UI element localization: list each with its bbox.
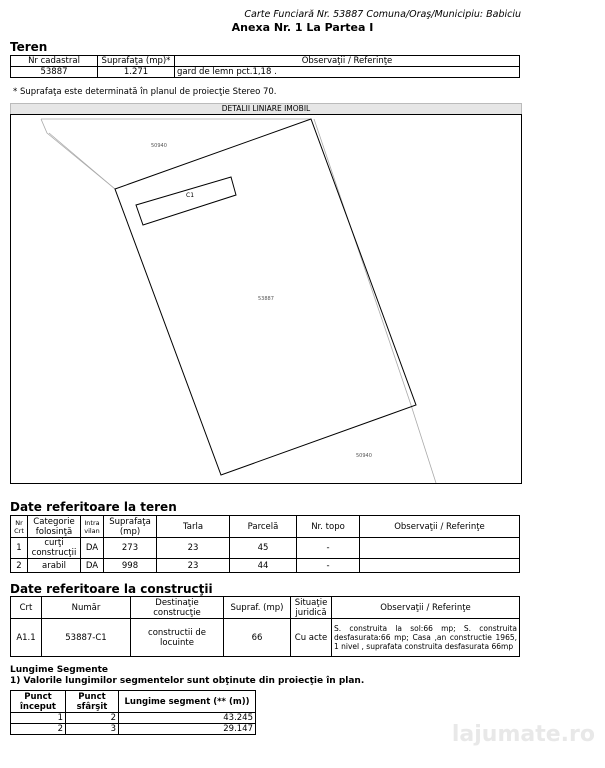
cell: 2 xyxy=(66,713,119,724)
col-observatii: Observaţii / Referinţe xyxy=(360,516,520,538)
plan-drawing xyxy=(10,114,522,484)
col-observatii: Observaţii / Referinţe xyxy=(332,597,520,619)
teren-table xyxy=(10,55,520,78)
anexa-title: Anexa Nr. 1 La Partea I xyxy=(231,21,374,34)
cell: 66 xyxy=(224,619,291,657)
cell: - xyxy=(297,538,360,559)
cell: curţi construcţii xyxy=(28,538,81,559)
table-row xyxy=(11,619,520,657)
cell: 29.147 xyxy=(119,724,256,735)
col-nr-crt: Nr Crt xyxy=(11,516,28,538)
table-row xyxy=(11,713,256,724)
carte-funciara-header: Carte Funciară Nr. 53887 Comuna/Oraş/Municipiu: Babiciu xyxy=(244,9,521,20)
parcel-label: 53887 xyxy=(258,296,274,302)
teren-heading: Teren xyxy=(10,40,48,54)
cell: 3 xyxy=(66,724,119,735)
cell: 53887-C1 xyxy=(42,619,131,657)
watermark: lajumate.ro xyxy=(451,722,595,747)
cell: DA xyxy=(81,559,104,573)
ref-teren-heading: Date referitoare la teren xyxy=(10,500,177,514)
ref-constr-table xyxy=(10,596,520,657)
col-punct-inceput: Punct început xyxy=(11,691,66,713)
col-observatii: Observaţii / Referinţe xyxy=(175,56,520,67)
col-suprafata: Suprafaţa (mp)* xyxy=(98,56,175,67)
cell: 23 xyxy=(157,559,230,573)
col-supraf: Supraf. (mp) xyxy=(224,597,291,619)
suprafata-note: * Suprafaţa este determinată în planul de proiecţie Stereo 70. xyxy=(13,87,277,97)
col-parcela: Parcelă xyxy=(230,516,297,538)
col-tarla: Tarla xyxy=(157,516,230,538)
col-nr-cadastral: Nr cadastral xyxy=(11,56,98,67)
neighbor-right-label: 50940 xyxy=(356,453,372,459)
col-nr-topo: Nr. topo xyxy=(297,516,360,538)
cell-suprafata: 1.271 xyxy=(98,67,175,78)
cell: DA xyxy=(81,538,104,559)
plan-svg xyxy=(11,115,521,483)
table-row xyxy=(11,538,520,559)
cell: S. construita la sol:66 mp; S. construita desfasurata:66 mp; Casa ,an constructie 1965, 1 nivel , suprafata construita desfasurata 66mp xyxy=(332,619,520,657)
neighbor-top-label: 50940 xyxy=(151,143,167,149)
cell: constructii de locuinte xyxy=(131,619,224,657)
cell: 43.245 xyxy=(119,713,256,724)
cell: 45 xyxy=(230,538,297,559)
cell xyxy=(360,538,520,559)
cell: 1 xyxy=(11,713,66,724)
cell: arabil xyxy=(28,559,81,573)
cell: 23 xyxy=(157,538,230,559)
col-crt: Crt xyxy=(11,597,42,619)
cell: - xyxy=(297,559,360,573)
col-intravilan: Intra vilan xyxy=(81,516,104,538)
cell-observatii: gard de lemn pct.1,18 . xyxy=(175,67,520,78)
cell: A1.1 xyxy=(11,619,42,657)
table-row xyxy=(11,559,520,573)
cell: 1 xyxy=(11,538,28,559)
building-label: C1 xyxy=(186,192,195,199)
table-row xyxy=(11,724,256,735)
cell: 998 xyxy=(104,559,157,573)
cell: Cu acte xyxy=(291,619,332,657)
neighbor-line-4 xyxy=(41,119,115,189)
col-numar: Număr xyxy=(42,597,131,619)
cell: 273 xyxy=(104,538,157,559)
segmente-table xyxy=(10,690,256,735)
cell-nr-cadastral: 53887 xyxy=(11,67,98,78)
cell: 44 xyxy=(230,559,297,573)
col-situatie: Situaţie juridică xyxy=(291,597,332,619)
building-c1 xyxy=(136,177,236,225)
cell: 2 xyxy=(11,724,66,735)
col-categorie: Categorie folosinţă xyxy=(28,516,81,538)
cell xyxy=(360,559,520,573)
ref-constr-heading: Date referitoare la construcţii xyxy=(10,582,213,596)
cell: 2 xyxy=(11,559,28,573)
segmente-subtitle: 1) Valorile lungimilor segmentelor sunt obţinute din proiecţie în plan. xyxy=(10,676,365,686)
segmente-heading: Lungime Segmente xyxy=(10,665,109,675)
col-destinatie: Destinaţie construcţie xyxy=(131,597,224,619)
col-suprafata: Suprafaţa (mp) xyxy=(104,516,157,538)
col-punct-sfarsit: Punct sfârşit xyxy=(66,691,119,713)
plan-title: DETALII LINIARE IMOBIL xyxy=(10,103,522,115)
ref-teren-table xyxy=(10,515,520,573)
neighbor-line-3 xyxy=(314,119,436,483)
col-lungime: Lungime segment (** (m)) xyxy=(119,691,256,713)
